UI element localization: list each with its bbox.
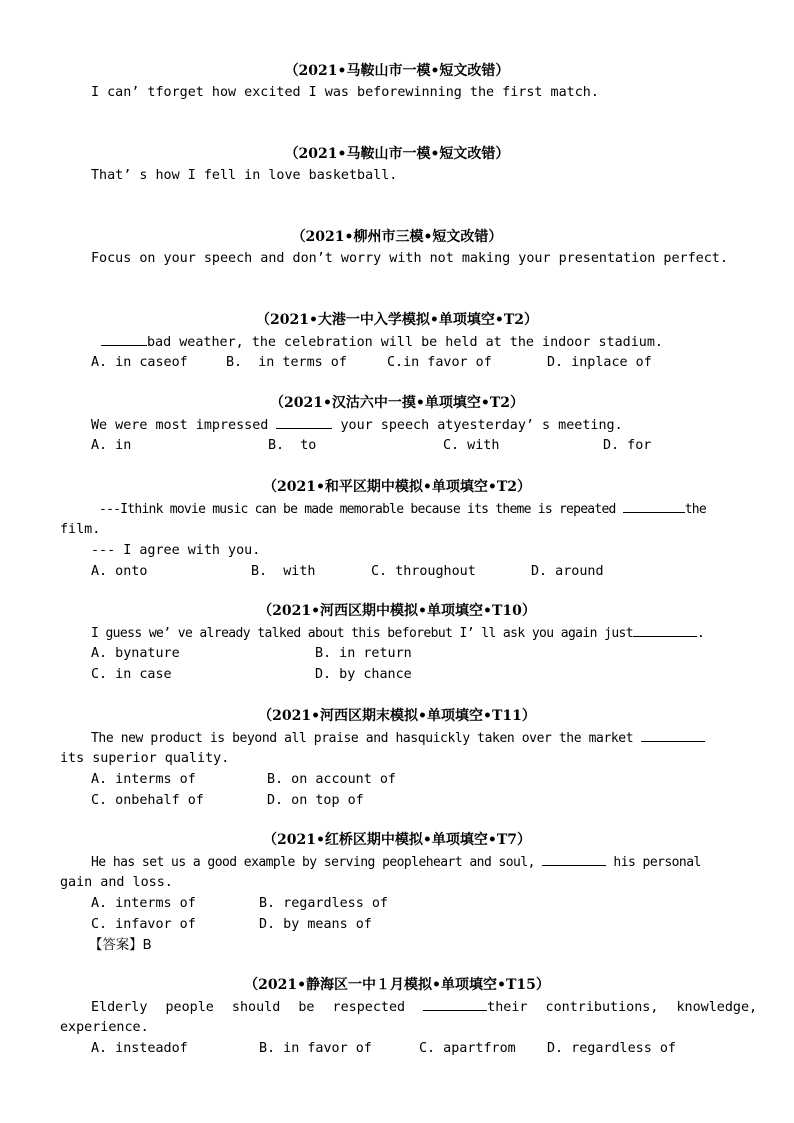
question-text: ---Ithink movie music can be made memorable because its theme is repeated the bbox=[0, 498, 794, 519]
question-1 bbox=[0, 61, 794, 103]
option-a: A. bynature bbox=[91, 646, 180, 661]
answer-blank bbox=[423, 996, 487, 1011]
question-3 bbox=[0, 227, 794, 269]
option-d: D. for bbox=[603, 438, 652, 453]
option-b: B. regardless of bbox=[259, 896, 388, 911]
question-text: I guess we’ ve already talked about this beforebut I’ ll ask you again just . bbox=[0, 622, 794, 643]
question-header: （2021•河西区期末模拟•单项填空•T11） bbox=[258, 708, 536, 724]
question-header: （2021•柳州市三模•短文改错） bbox=[291, 229, 503, 245]
options-row bbox=[0, 914, 794, 935]
question-text: That’ s how I fell in love basketball. bbox=[91, 168, 398, 183]
options-row bbox=[0, 435, 794, 456]
question-header: （2021•汉沽六中一摸•单项填空•T2） bbox=[270, 395, 524, 411]
question-header: （2021•马鞍山市一模•短文改错） bbox=[284, 146, 510, 162]
option-a: A. in bbox=[91, 438, 132, 453]
option-c: C. throughout bbox=[371, 564, 476, 579]
option-b: B. in terms of bbox=[226, 355, 347, 370]
answer-blank bbox=[101, 331, 147, 346]
options-row bbox=[0, 664, 794, 685]
question-5 bbox=[0, 393, 794, 456]
option-c: C. onbehalf of bbox=[91, 793, 204, 808]
question-9 bbox=[0, 830, 794, 956]
question-text: Elderly people should be respected their contributions, knowledge, bbox=[0, 996, 794, 1017]
options-row bbox=[0, 769, 794, 790]
question-text: Focus on your speech and don’t worry with not making your presentation perfect. bbox=[91, 251, 728, 266]
option-b: B. on account of bbox=[267, 772, 396, 787]
option-b: B. with bbox=[251, 564, 316, 579]
option-d: D. around bbox=[531, 564, 604, 579]
question-4 bbox=[0, 310, 794, 373]
options-row bbox=[0, 893, 794, 914]
question-text: We were most impressed your speech atyesterday’ s meeting. bbox=[0, 414, 794, 435]
question-text-cont: experience. bbox=[60, 1020, 149, 1035]
options-row bbox=[0, 1038, 794, 1059]
option-a: A. interms of bbox=[91, 772, 196, 787]
option-d: D. regardless of bbox=[547, 1041, 676, 1056]
option-b: B. in return bbox=[315, 646, 412, 661]
option-a: A. onto bbox=[91, 564, 148, 579]
question-header: （2021•大港一中入学模拟•单项填空•T2） bbox=[256, 312, 538, 328]
question-header: （2021•马鞍山市一模•短文改错） bbox=[284, 63, 510, 79]
options-row bbox=[0, 352, 794, 373]
option-c: C. apartfrom bbox=[419, 1041, 516, 1056]
answer-blank bbox=[641, 727, 705, 742]
answer-blank bbox=[276, 414, 332, 429]
options-row bbox=[0, 643, 794, 664]
option-d: D. inplace of bbox=[547, 355, 652, 370]
option-d: D. by chance bbox=[315, 667, 412, 682]
option-b: B. in favor of bbox=[259, 1041, 372, 1056]
dialogue-reply: --- I agree with you. bbox=[91, 543, 261, 558]
question-header: （2021•和平区期中模拟•单项填空•T2） bbox=[263, 479, 531, 495]
options-row bbox=[0, 790, 794, 811]
question-6 bbox=[0, 477, 794, 582]
option-c: C. in case bbox=[91, 667, 172, 682]
option-a: A. in caseof bbox=[91, 355, 188, 370]
question-text: I can’ tforget how excited I was beforewinning the first match. bbox=[91, 85, 599, 100]
option-d: D. by means of bbox=[259, 917, 372, 932]
question-text-cont: gain and loss. bbox=[60, 875, 173, 890]
answer-blank bbox=[542, 851, 606, 866]
question-text-cont: film. bbox=[60, 522, 101, 537]
options-row bbox=[0, 561, 794, 582]
question-text: He has set us a good example by serving peopleheart and soul, his personal bbox=[0, 851, 794, 872]
option-c: C. infavor of bbox=[91, 917, 196, 932]
answer-blank bbox=[633, 622, 697, 637]
question-header: （2021•河西区期中模拟•单项填空•T10） bbox=[258, 603, 536, 619]
question-text: The new product is beyond all praise and hasquickly taken over the market bbox=[0, 727, 794, 748]
option-b: B. to bbox=[268, 438, 317, 453]
question-text bbox=[0, 331, 794, 352]
option-a: A. interms of bbox=[91, 896, 196, 911]
question-text-cont: its superior quality. bbox=[60, 751, 230, 766]
option-d: D. on top of bbox=[267, 793, 364, 808]
question-8 bbox=[0, 706, 794, 811]
answer-blank bbox=[623, 498, 685, 513]
question-10 bbox=[0, 975, 794, 1059]
option-c: C. with bbox=[443, 438, 500, 453]
answer-key: 【答案】B bbox=[89, 938, 152, 953]
question-2 bbox=[0, 144, 794, 186]
question-header: （2021•静海区一中１月模拟•单项填空•T15） bbox=[244, 977, 550, 993]
question-7 bbox=[0, 601, 794, 685]
question-text-after: bad weather, the celebration will be held at the indoor stadium. bbox=[147, 335, 663, 350]
option-a: A. insteadof bbox=[91, 1041, 188, 1056]
question-header: （2021•红桥区期中模拟•单项填空•T7） bbox=[263, 832, 531, 848]
option-c: C.in favor of bbox=[387, 355, 492, 370]
